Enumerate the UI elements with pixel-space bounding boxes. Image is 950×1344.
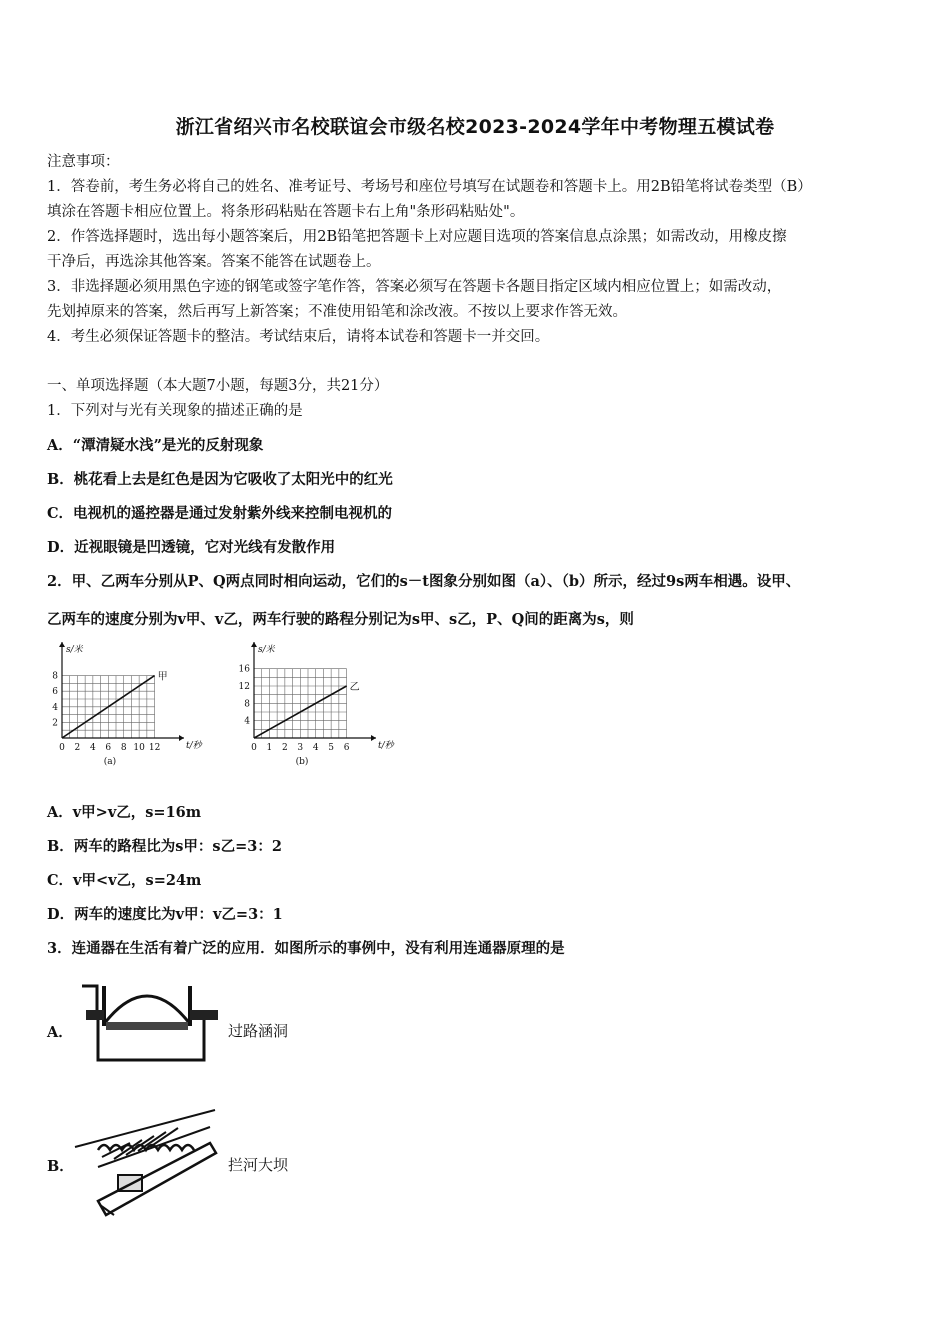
q3-stem: 3．连通器在生活有着广泛的应用．如图所示的事例中，没有利用连通器原理的是	[47, 940, 565, 957]
series-label: 甲	[157, 671, 168, 683]
x-tick-label: 8	[120, 743, 127, 753]
q2-stem-line1: 2．甲、乙两车分别从P、Q两点同时相向运动，它们的s－t图象分别如图（a）、（b）所示，经过9s两车相遇。设甲、	[47, 573, 801, 590]
chart-caption: (b)	[295, 757, 309, 767]
dam-figure	[70, 1105, 220, 1220]
y-tick-label: 8	[52, 671, 58, 682]
notice-line: 3．非选择题必须用黑色字迹的钢笔或签字笔作答，答案必须写在答题卡各题目指定区域内相应位置上；如需改动，	[47, 279, 782, 295]
x-axis-arrow	[179, 735, 184, 741]
y-tick-label: 12	[238, 682, 250, 692]
x-tick-label: 3	[297, 743, 304, 753]
y-axis-label: s/米	[66, 645, 83, 655]
q1-option-a: A．“潭清疑水浅”是光的反射现象	[47, 437, 264, 454]
section-heading: 一、单项选择题（本大题7小题，每题3分，共21分）	[47, 378, 389, 394]
y-tick-label: 6	[52, 687, 58, 698]
chart-b	[232, 640, 412, 770]
x-axis-arrow	[371, 735, 376, 741]
page-title: 浙江省绍兴市名校联谊会市级名校2023-2024学年中考物理五模试卷	[175, 116, 775, 138]
q3-option-a-letter: A．	[47, 1024, 73, 1041]
x-tick-label: 0	[251, 743, 257, 753]
y-tick-label: 8	[244, 699, 250, 710]
q3-option-b-caption: 拦河大坝	[228, 1156, 289, 1174]
y-tick-label: 4	[244, 716, 250, 727]
q2-option-c: C．v甲<v乙，s=24m	[47, 872, 202, 889]
notice-line: 填涂在答题卡相应位置上。将条形码粘贴在答题卡右上角"条形码粘贴处"。	[47, 204, 525, 220]
q2-option-b: B．两车的路程比为s甲：s乙=3：2	[47, 838, 282, 855]
notice-line: 2．作答选择题时，选出每小题答案后，用2B铅笔把答题卡上对应题目选项的答案信息点涂黑；如需改动，用橡皮擦	[47, 229, 787, 245]
notice-line: 1．答卷前，考生务必将自己的姓名、准考证号、考场号和座位号填写在试题卷和答题卡上。用2B铅笔将试卷类型（B）	[47, 179, 812, 195]
x-tick-label: 2	[74, 743, 81, 753]
series-label: 乙	[349, 682, 360, 693]
x-axis-label: t/秒	[186, 741, 202, 751]
notice-heading: 注意事项：	[47, 154, 120, 170]
x-tick-label: 5	[328, 743, 335, 753]
q1-option-c: C．电视机的遥控器是通过发射紫外线来控制电视机的	[47, 505, 393, 522]
q1-option-d: D．近视眼镜是凹透镜，它对光线有发散作用	[47, 539, 336, 556]
x-tick-label: 1	[266, 743, 273, 753]
q2-option-a: A．v甲>v乙，s=16m	[47, 804, 202, 821]
x-tick-label: 10	[133, 743, 145, 753]
q1-option-b: B．桃花看上去是红色是因为它吸收了太阳光中的红光	[47, 471, 393, 488]
x-tick-label: 2	[281, 743, 288, 753]
y-axis-arrow	[251, 642, 257, 647]
notice-line: 先划掉原来的答案，然后再写上新答案；不准使用铅笔和涂改液。不按以上要求作答无效。	[47, 304, 627, 320]
q2-stem-line2: 乙两车的速度分别为v甲、v乙，两车行驶的路程分别记为s甲、s乙，P、Q间的距离为s，则	[47, 611, 634, 628]
q3-option-b-letter: B．	[47, 1158, 74, 1175]
x-axis-label: t/秒	[378, 741, 394, 751]
notice-line: 干净后，再选涂其他答案。答案不能答在试题卷上。	[47, 254, 381, 270]
chart-caption: (a)	[103, 757, 117, 767]
q1-stem: 1．下列对与光有关现象的描述正确的是	[47, 403, 303, 419]
y-tick-label: 2	[52, 718, 58, 729]
x-tick-label: 0	[59, 743, 65, 753]
notice-line: 4．考生必须保证答题卡的整洁。考试结束后，请将本试卷和答题卡一并交回。	[47, 329, 550, 345]
chart-a	[40, 640, 220, 770]
q2-option-d: D．两车的速度比为v甲：v乙=3：1	[47, 906, 283, 923]
x-tick-label: 12	[148, 743, 161, 753]
y-axis-label: s/米	[258, 645, 275, 655]
y-tick-label: 4	[52, 702, 58, 713]
x-tick-label: 4	[312, 743, 319, 753]
q3-option-a-caption: 过路涵洞	[228, 1022, 289, 1040]
culvert-figure	[82, 978, 222, 1068]
x-tick-label: 6	[105, 743, 112, 753]
y-axis-arrow	[59, 642, 65, 647]
x-tick-label: 6	[343, 743, 350, 753]
y-tick-label: 16	[238, 664, 250, 675]
x-tick-label: 4	[89, 743, 96, 753]
